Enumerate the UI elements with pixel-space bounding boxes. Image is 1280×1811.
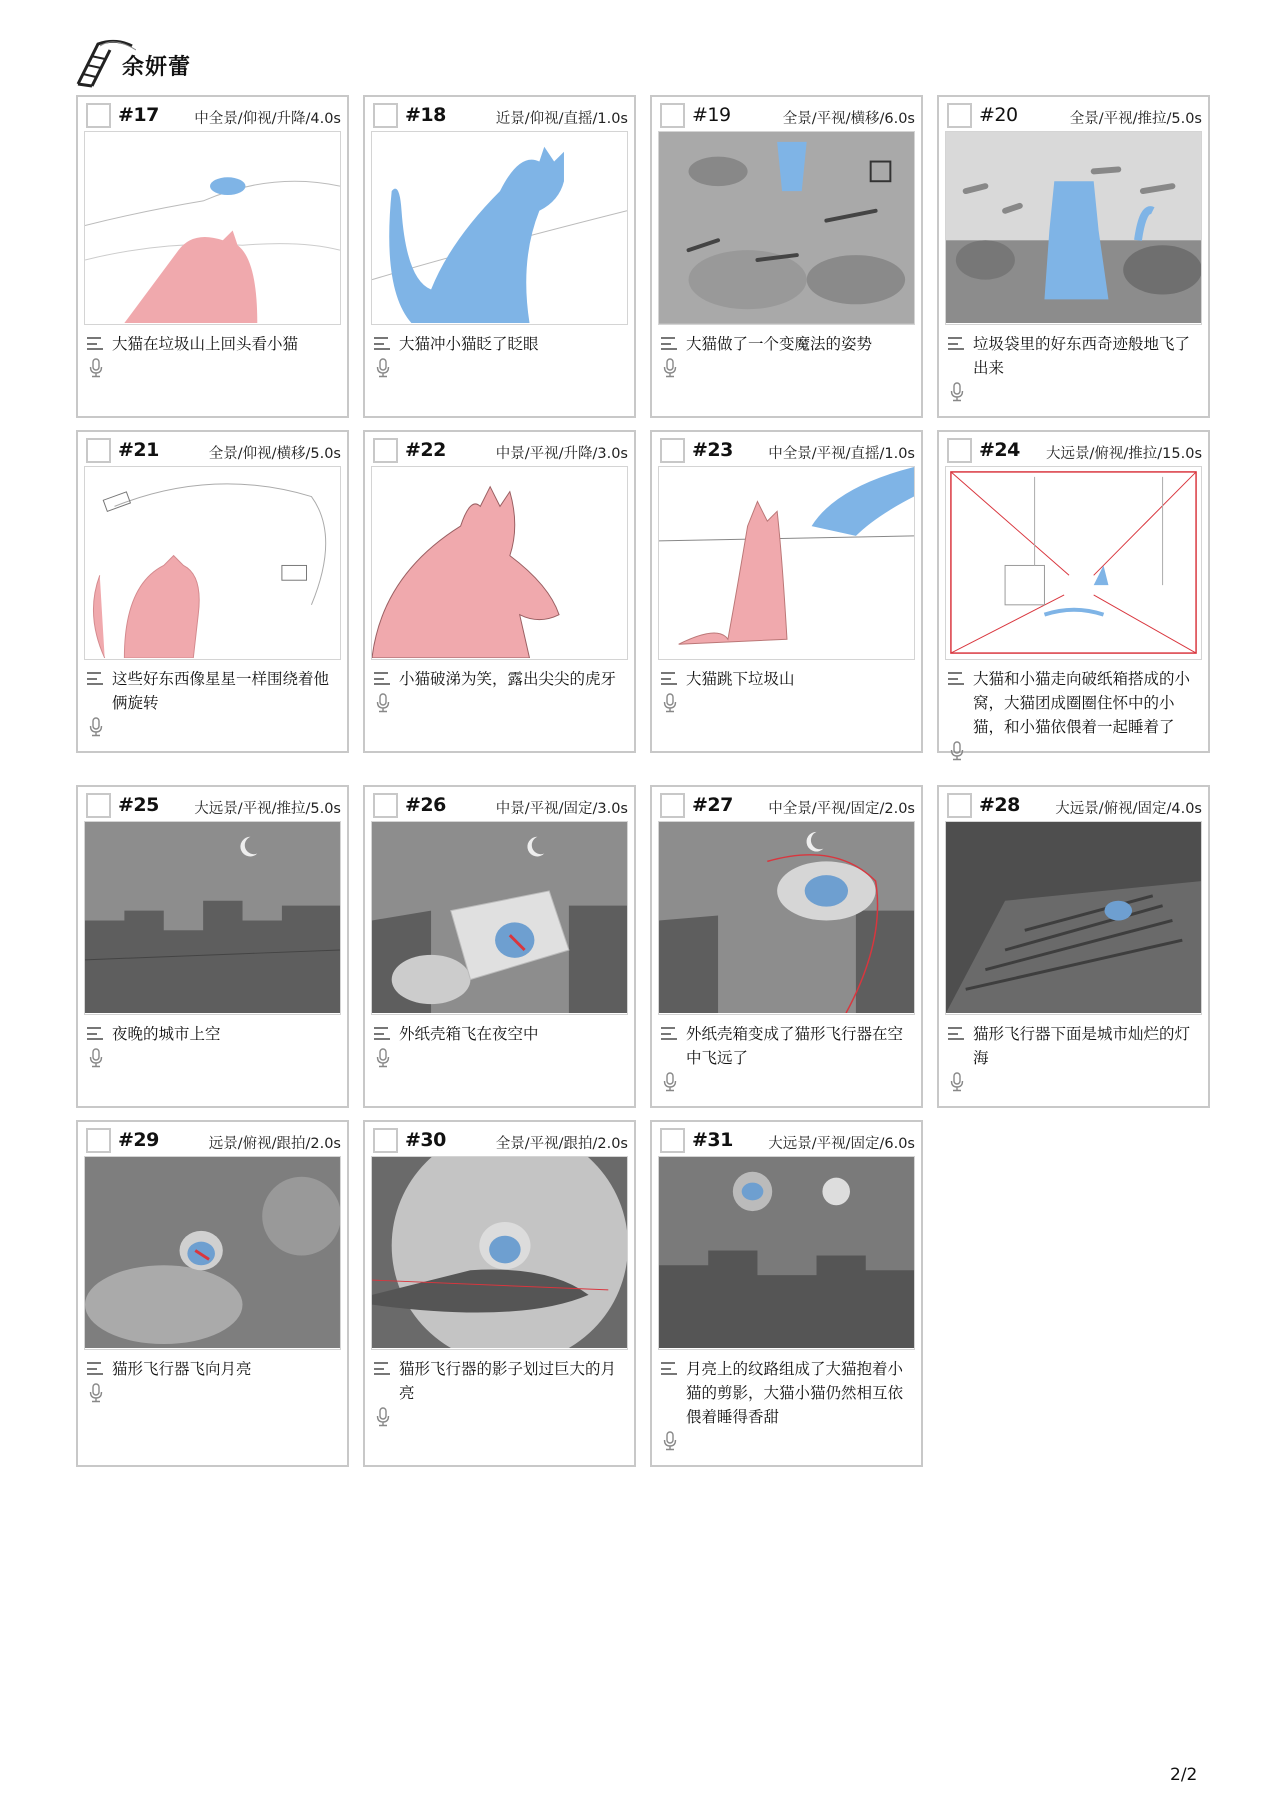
frame-image[interactable]	[945, 131, 1202, 325]
frame-number: #21	[118, 439, 159, 461]
storyboard-card	[76, 785, 349, 1108]
select-checkbox[interactable]	[373, 1128, 398, 1153]
select-checkbox[interactable]	[86, 103, 111, 128]
storyboard-card	[937, 430, 1210, 753]
description-lines-icon	[661, 672, 677, 685]
frame-image[interactable]	[658, 131, 915, 325]
frame-image[interactable]	[84, 1156, 341, 1350]
frame-number: #27	[692, 794, 733, 816]
frame-image[interactable]	[371, 1156, 628, 1350]
frame-image[interactable]	[658, 821, 915, 1015]
shot-meta: 中景/平视/固定/3.0s	[495, 801, 628, 817]
frame-description: 大猫冲小猫眨了眨眼	[399, 335, 539, 353]
frame-number: #20	[979, 104, 1018, 126]
frame-description: 猫形飞行器下面是城市灿烂的灯海	[973, 1025, 1191, 1067]
storyboard-card	[363, 95, 636, 418]
frame-description: 垃圾袋里的好东西奇迹般地飞了出来	[973, 335, 1191, 377]
microphone-icon[interactable]	[662, 1072, 678, 1092]
select-checkbox[interactable]	[373, 793, 398, 818]
frame-description: 月亮上的纹路组成了大猫抱着小猫的剪影，大猫小猫仍然相互依偎着睡得香甜	[686, 1360, 904, 1426]
frame-image[interactable]	[84, 466, 341, 660]
select-checkbox[interactable]	[373, 438, 398, 463]
storyboard-card	[363, 430, 636, 753]
trash-art	[946, 132, 1201, 323]
microphone-icon[interactable]	[88, 717, 104, 737]
shot-meta: 大远景/平视/推拉/5.0s	[194, 801, 341, 817]
night-art	[85, 822, 340, 1013]
night-art	[372, 822, 627, 1013]
microphone-icon[interactable]	[949, 382, 965, 402]
storyboard-card	[650, 430, 923, 753]
frame-number: #28	[979, 794, 1020, 816]
frame-number: #30	[405, 1129, 446, 1151]
select-checkbox[interactable]	[373, 103, 398, 128]
select-checkbox[interactable]	[86, 438, 111, 463]
shot-meta: 全景/平视/横移/6.0s	[782, 111, 915, 127]
description-lines-icon	[374, 1362, 390, 1375]
frame-description: 大猫在垃圾山上回头看小猫	[112, 335, 299, 353]
logo-text: 余妍蕾	[122, 55, 192, 80]
frame-image[interactable]	[658, 466, 915, 660]
microphone-icon[interactable]	[375, 693, 391, 713]
frame-description: 猫形飞行器的影子划过巨大的月亮	[399, 1360, 617, 1402]
microphone-icon[interactable]	[88, 1383, 104, 1403]
shot-meta: 中全景/平视/固定/2.0s	[768, 801, 915, 817]
microphone-icon[interactable]	[375, 1407, 391, 1427]
frame-description: 外纸壳箱飞在夜空中	[399, 1025, 539, 1043]
shot-meta: 中全景/平视/直摇/1.0s	[768, 446, 915, 462]
select-checkbox[interactable]	[947, 793, 972, 818]
description-lines-icon	[661, 1027, 677, 1040]
frame-image[interactable]	[658, 1156, 915, 1350]
frame-number: #23	[692, 439, 733, 461]
shot-meta: 远景/俯视/跟拍/2.0s	[208, 1136, 341, 1152]
description-lines-icon	[87, 672, 103, 685]
frame-image[interactable]	[371, 466, 628, 660]
storyboard-card	[650, 785, 923, 1108]
frame-description: 小猫破涕为笑，露出尖尖的虎牙	[399, 670, 617, 688]
storyboard-card	[363, 785, 636, 1108]
sketch-art	[659, 467, 914, 658]
microphone-icon[interactable]	[375, 1048, 391, 1068]
description-lines-icon	[948, 337, 964, 350]
night-art	[372, 1157, 627, 1348]
storyboard-card	[650, 95, 923, 418]
frame-description: 大猫和小猫走向破纸箱搭成的小窝，大猫团成圈圈住怀中的小猫，和小猫依偎着一起睡着了	[973, 670, 1191, 736]
storyboard-card	[76, 1120, 349, 1467]
description-lines-icon	[374, 672, 390, 685]
microphone-icon[interactable]	[949, 741, 965, 761]
shot-meta: 全景/平视/跟拍/2.0s	[495, 1136, 628, 1152]
perspective-art	[946, 467, 1201, 658]
frame-description: 大猫跳下垃圾山	[686, 670, 795, 688]
shot-meta: 大远景/俯视/固定/4.0s	[1055, 801, 1202, 817]
night-art	[659, 1157, 914, 1348]
microphone-icon[interactable]	[662, 1431, 678, 1451]
frame-number: #17	[118, 104, 159, 126]
shot-meta: 近景/仰视/直摇/1.0s	[495, 111, 628, 127]
frame-image[interactable]	[371, 131, 628, 325]
microphone-icon[interactable]	[88, 1048, 104, 1068]
storyboard-card	[937, 95, 1210, 418]
microphone-icon[interactable]	[949, 1072, 965, 1092]
storyboard-card	[937, 785, 1210, 1108]
shot-meta: 中全景/仰视/升降/4.0s	[194, 111, 341, 127]
select-checkbox[interactable]	[660, 438, 685, 463]
description-lines-icon	[948, 672, 964, 685]
trash-art	[659, 132, 914, 323]
description-lines-icon	[948, 1027, 964, 1040]
select-checkbox[interactable]	[660, 793, 685, 818]
microphone-icon[interactable]	[662, 693, 678, 713]
storyboard-card	[76, 430, 349, 753]
sketch-art	[85, 467, 340, 658]
select-checkbox[interactable]	[660, 1128, 685, 1153]
description-lines-icon	[661, 337, 677, 350]
night-art	[946, 822, 1201, 1013]
storyboard-card	[363, 1120, 636, 1467]
frame-description: 夜晚的城市上空	[112, 1025, 221, 1043]
shot-meta: 大远景/俯视/推拉/15.0s	[1046, 446, 1202, 462]
page-indicator: 2/2	[1170, 1765, 1198, 1785]
description-lines-icon	[661, 1362, 677, 1375]
select-checkbox[interactable]	[86, 793, 111, 818]
sketch-art	[372, 132, 627, 323]
shot-meta: 中景/平视/升降/3.0s	[495, 446, 628, 462]
shot-meta: 全景/仰视/横移/5.0s	[208, 446, 341, 462]
frame-number: #22	[405, 439, 446, 461]
night-art	[659, 822, 914, 1013]
microphone-icon[interactable]	[662, 358, 678, 378]
frame-image[interactable]	[945, 466, 1202, 660]
night-art	[85, 1157, 340, 1348]
description-lines-icon	[87, 1027, 103, 1040]
frame-image[interactable]	[945, 821, 1202, 1015]
select-checkbox[interactable]	[660, 103, 685, 128]
description-lines-icon	[374, 1027, 390, 1040]
frame-description: 外纸壳箱变成了猫形飞行器在空中飞远了	[686, 1025, 904, 1067]
logo	[76, 36, 216, 90]
description-lines-icon	[374, 337, 390, 350]
storyboard-card	[76, 95, 349, 418]
microphone-icon[interactable]	[375, 358, 391, 378]
frame-number: #26	[405, 794, 446, 816]
microphone-icon[interactable]	[88, 358, 104, 378]
frame-description: 这些好东西像星星一样围绕着他俩旋转	[112, 670, 330, 712]
frame-description: 大猫做了一个变魔法的姿势	[686, 335, 873, 353]
frame-image[interactable]	[84, 131, 341, 325]
shot-meta: 全景/平视/推拉/5.0s	[1069, 111, 1202, 127]
frame-number: #18	[405, 104, 446, 126]
sketch-art	[372, 467, 627, 658]
frame-number: #19	[692, 104, 731, 126]
select-checkbox[interactable]	[947, 103, 972, 128]
description-lines-icon	[87, 337, 103, 350]
description-lines-icon	[87, 1362, 103, 1375]
frame-image[interactable]	[371, 821, 628, 1015]
frame-description: 猫形飞行器飞向月亮	[112, 1360, 252, 1378]
frame-number: #24	[979, 439, 1020, 461]
frame-number: #31	[692, 1129, 733, 1151]
storyboard-card	[650, 1120, 923, 1467]
shot-meta: 大远景/平视/固定/6.0s	[768, 1136, 915, 1152]
frame-number: #25	[118, 794, 159, 816]
sketch-art	[85, 132, 340, 323]
frame-image[interactable]	[84, 821, 341, 1015]
select-checkbox[interactable]	[86, 1128, 111, 1153]
frame-number: #29	[118, 1129, 159, 1151]
select-checkbox[interactable]	[947, 438, 972, 463]
